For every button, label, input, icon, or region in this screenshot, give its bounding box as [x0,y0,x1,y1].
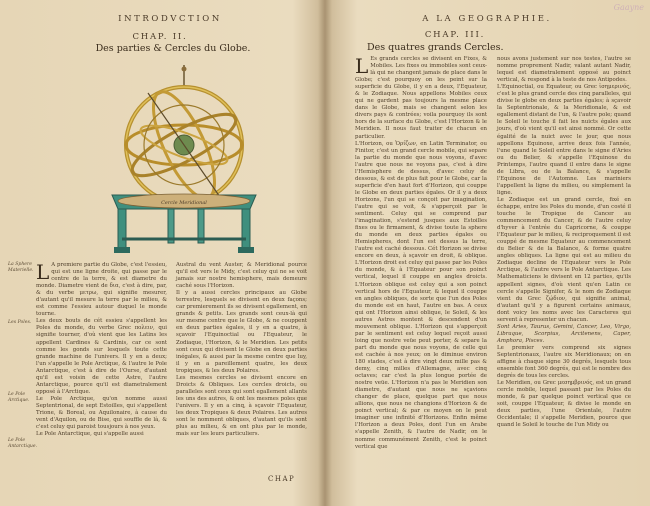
running-head-left: INTRODVCTION [118,14,222,24]
left-column-1 [36,262,167,472]
right-column-2 [497,56,631,494]
chapter-heading-right: CHAP. III. [424,30,486,40]
chapter-title-left: Des parties & Cercles du Globe. [95,43,251,54]
drop-cap: L [355,54,369,78]
paragraph: Le Meridien, ou Grec μεσημβρινός, est un grand cercle mobile, lequel passant par les Poles du monde, & par quelque poinct vertical que ce soit, couppe l'Equateur, & divise le monde en deux parties, l'une Orientale, l'autre Occidentale; il s'appelle Meridien, pource que quand le Soleil le touche de l'un Midy ou [497,380,631,429]
paragraph: L'Horizon, ou Ὁρίζων, en Latin Terminator, ou Finitor, c'est un grand cercle mobile, qui separe la partie du monde que nous voyons, d'avec l'autre que nous ne voyons pas, c'est à dire l'Hemisphere de dessus, d'avec celuy de dessous, & est de plus fait pour le Globe, car la superficie d'en haut fort d'Horizon, qui couppe le Globe en deux parties égales. Or il y a deux Horizons, l'un qui se conçoit par imagination, l'autre qui se voit, & s'apperçoit par le sentiment. Celuy qui se comprend par l'imagination, s'estend jusques aux Estoilles fixes ou le firmament, & divise toute la sphere du monde en deux parties égales ou Hemispheres, dont l'un est dessus la terre, l'autre est caché dessous. Cét Horizon se divise encore en deux, à sçavoir en droit, & oblique. L'Horizon droit est celuy qui passe par les Poles du monde, & à l'Equateur pour son poinct vertical, lequel il couppe en angles droicts. L'Horizon oblique est celuy qui a son poinct vertical hors de l'Equateur, & lequel il couppe en angles obliques, de sorte que l'un des Poles du monde est en haut, l'autre en bas. A ceux qui ont l'Horizon ainsi oblique, le Soleil, & les autres Astres montent & descendent d'un mouvement oblique. L'Horizon qui s'apperçoit par le sentiment est celuy lequel reçoit aussi loing que nostre veüe peut porter, & separe la part du monde que nous voyons, de celle qui est cachée à nos yeux; on le diminue environ 180 stades, c'est à dire vingt deux mille pas & demy, cinq milles d'Allemagne, avec cinq octaves; car c'est la plus longue portée de nostre veüe. L'Horizon n'a pas le Meridien son diametre, d'autant que nous ne sçavions changer de place, quelque part que nous allions, que nous ne changions d'Horizon & de poinct vertical; & par ce moyen on le peut imaginer une infinité d'Horizons. Enfin même l'Horizon a deux Poles, dont l'un en Arabe s'appelle Zenith, & l'autre de Nadir, on le nomme communément Zenith, c'est le poinct vertical que [355,140,487,450]
chapter-heading-left: CHAP. II. [132,32,188,42]
paragraph: Il y a aussi cercles principaux au Globe terrestre, lesquels se divisent en deux façons; car premierement ils se divisent egallement, en grands & petits. Les grands sont ceux-là qui sur mesme centre que le Globe, & ne couppent en deux parties égales, il y en a quatre, à sçavoir l'Equinoctial ou l'Equateur, le Zodiaque, l'Horizon, & le Meridien. Les petits sont ceux qui divisent le Globe en deux parties inégales, & aussi par la mesme centre que luy, il y en a pareillement quatre, les deux tropiques, & les deux Polaires. [176,290,307,374]
left-page [0,0,323,506]
figure-label: Cercle Meridional [161,200,207,206]
paragraph: Le Pole Arctique, qu'on nomme aussi Septentrional, de sept Estoilles, qui s'appellent Trione, & Boreal, ou Aquilonaire, à cause du vent d'Aquilon, ou de Bise, qui souffle de là, & c'est celuy qui paroist tousjours à nos yeux. [36,395,167,431]
paragraph: L Es grands cercles se divisent en Fixes, & Mobiles. Les fixes ou immobiles sont ceux-là qui ne changent jamais de place dans le Globe; c'est pourquoy on les peint sur la superficie du Globe, il y en a deux, l'Equateur, & le Zodiaque. Nous appellons Mobiles ceux qui ne gardent pas toujours la mesme place dans le Globe, mais se changent selon les divers pays & contrées; voila pourquoy ils sont hors de la surface du Globe, c'est l'Horizon & le Meridien. Il nous faut traiter de chacun en particulier. [355,54,487,140]
ownership-stamp: Gaayne [613,3,644,12]
catchword: CHAP [268,475,296,483]
left-column-2 [176,262,307,472]
margin-note: Le Pole Arctique. [8,392,30,403]
right-page [327,0,650,506]
running-head-right: A LA GEOGRAPHIE. [422,14,552,24]
paragraph: Le Zodiaque est un grand cercle, fixé en échappe, entre les Poles du monde, d'un costé il touche le Tropique de Cancer au commencement du Cancer, & de l'autre celuy d'hyver à l'entrée du Capricorne, & couppe l'Equateur par le milieu, & reciproquement il est couppé de mesme Equateur au commencement du Belier & de la Balance, & forme quatre angles obliques. La ligne qui est au milieu du Zodiaque decline de l'Equateur vers le Pole Arctique, & l'autre vers le Pole Antarctique. Les Mathematiciens le divisent en 12 parties, qu'ils appellent signes, d'où vient qu'en Latin ce cercle s'appelle Signifer, & le nom de Zodiaque vient du Grec ζῴδιον, qui signifie animal, d'autant qu'il y a figurent certains animaux, dont voicy les noms avec les Caracteres qui servent à representer un chacun. [497,196,631,323]
paragraph: Les mesmes cercles se divisent encore en Droicts & Obliques. Les cercles droicts, ou paralleles sont ceux qui sont egallement allants les uns des autres, & ont les mesmes poles que l'univers. Il y en a cinq, à sçavoir l'Equateur, les deux Tropiques & deux Polaires. Les autres sont le nomment obliques, d'autant qu'ils sont plus au milieu, & en ont plus par le monde, mais sur les leurs particuliers. [176,374,307,438]
paragraph: L A premiere partie du Globe, c'est l'essieu, qui est une ligne droite, qui passe par le centre de la terre, & est diametre du monde. Diametre vient de δια, c'est à dire, par, & du verbe μετρω, qui signifie mesurer, d'autant qu'il mesure la terre par le milieu, & est comme l'essieu autour duquel le monde tourne. [36,260,167,318]
paragraph: nous avons justement sur nos testes, l'autre se nomme proprement Nadir, valant autant Nadir, lequel est diametralement opposé au poinct vertical, & respond à la teste de nos Antipodes. [497,56,631,84]
margin-note: La Sphere Materielle. [8,262,34,273]
paragraph: Austral du vent Auster, & Meridional pource qu'il est vers le Midy, c'est celuy qui ne se voit jamais sur nostre hemisphere, mais demeure caché sous l'Horizon. [176,262,307,290]
armillary-sphere-illustration [108,63,260,255]
paragraph: Les deux bouts de cét essieu s'appellent les Poles du monde, du verbe Grec πολειν, qui signifie tourner, d'où vient que les Latins les appellent Cardines & Cardinis, car ce sont comme les gonds sur lesquels toute cette grande machine de l'univers. Il y en a deux; l'un s'appelle le Pole Arctique, & l'autre le Pole Antarctique, c'est à dire de l'Ourse, d'autant qu'il est voisin de cette Astre, l'autre Antarctique, pource qu'il est diametralement opposé à l'Arctique. [36,318,167,395]
paragraph: L'Equinoctial, ou Equateur, ou Grec ἰσημερινός, c'est le plus grand cercle des cinq paralleles, qui divise le globe en deux parties égales; à sçavoir la Septentrionale, & la Meridionale, & est egallement distant de l'un, & l'autre pole; quand le Soleil le touche il fait les nuicts égales aux jours, d'où vient qu'il est ainsi nommé. Or cette égalité de la nuict avec le jour, que nous appellons Equinoxe, arrive deux fois l'année, l'une quand le Soleil entre dans le signe d'Aries ou du Belier, & s'appelle l'Equinoxe du Printemps, l'autre quand il entre dans le signe de Libra, ou de la Balance, & s'appelle l'Equinoxe de l'Automne. Les mariniers l'appellent la ligne du milieu, ou simplement la ligne. [497,84,631,196]
margin-note: Le Pole Antarctique. [8,438,38,449]
margin-note: Les Poles. [8,320,32,325]
drop-cap: L [36,260,50,284]
right-column-1 [355,56,487,494]
zodiac-verse: Sont Aries, Taurus, Gemini, Cancer, Leo, Virgo, Libraque, Scorpius, Arcitenens, Caper, Amphora, Pisces. [497,323,631,344]
paragraph: Le Pole Antarctique, qui s'appelle aussi [36,431,144,438]
paragraph: Le premier vers comprend six signes Septentrionaux, l'autre six Meridionaux; on en affigne à chaque signe 30 degrés, lesquels tous ensemble font 360 degrés, qui est le nombre des degrés de tous les cercles. [497,344,631,380]
chapter-title-right: Des quatres grands Cercles. [367,42,504,53]
